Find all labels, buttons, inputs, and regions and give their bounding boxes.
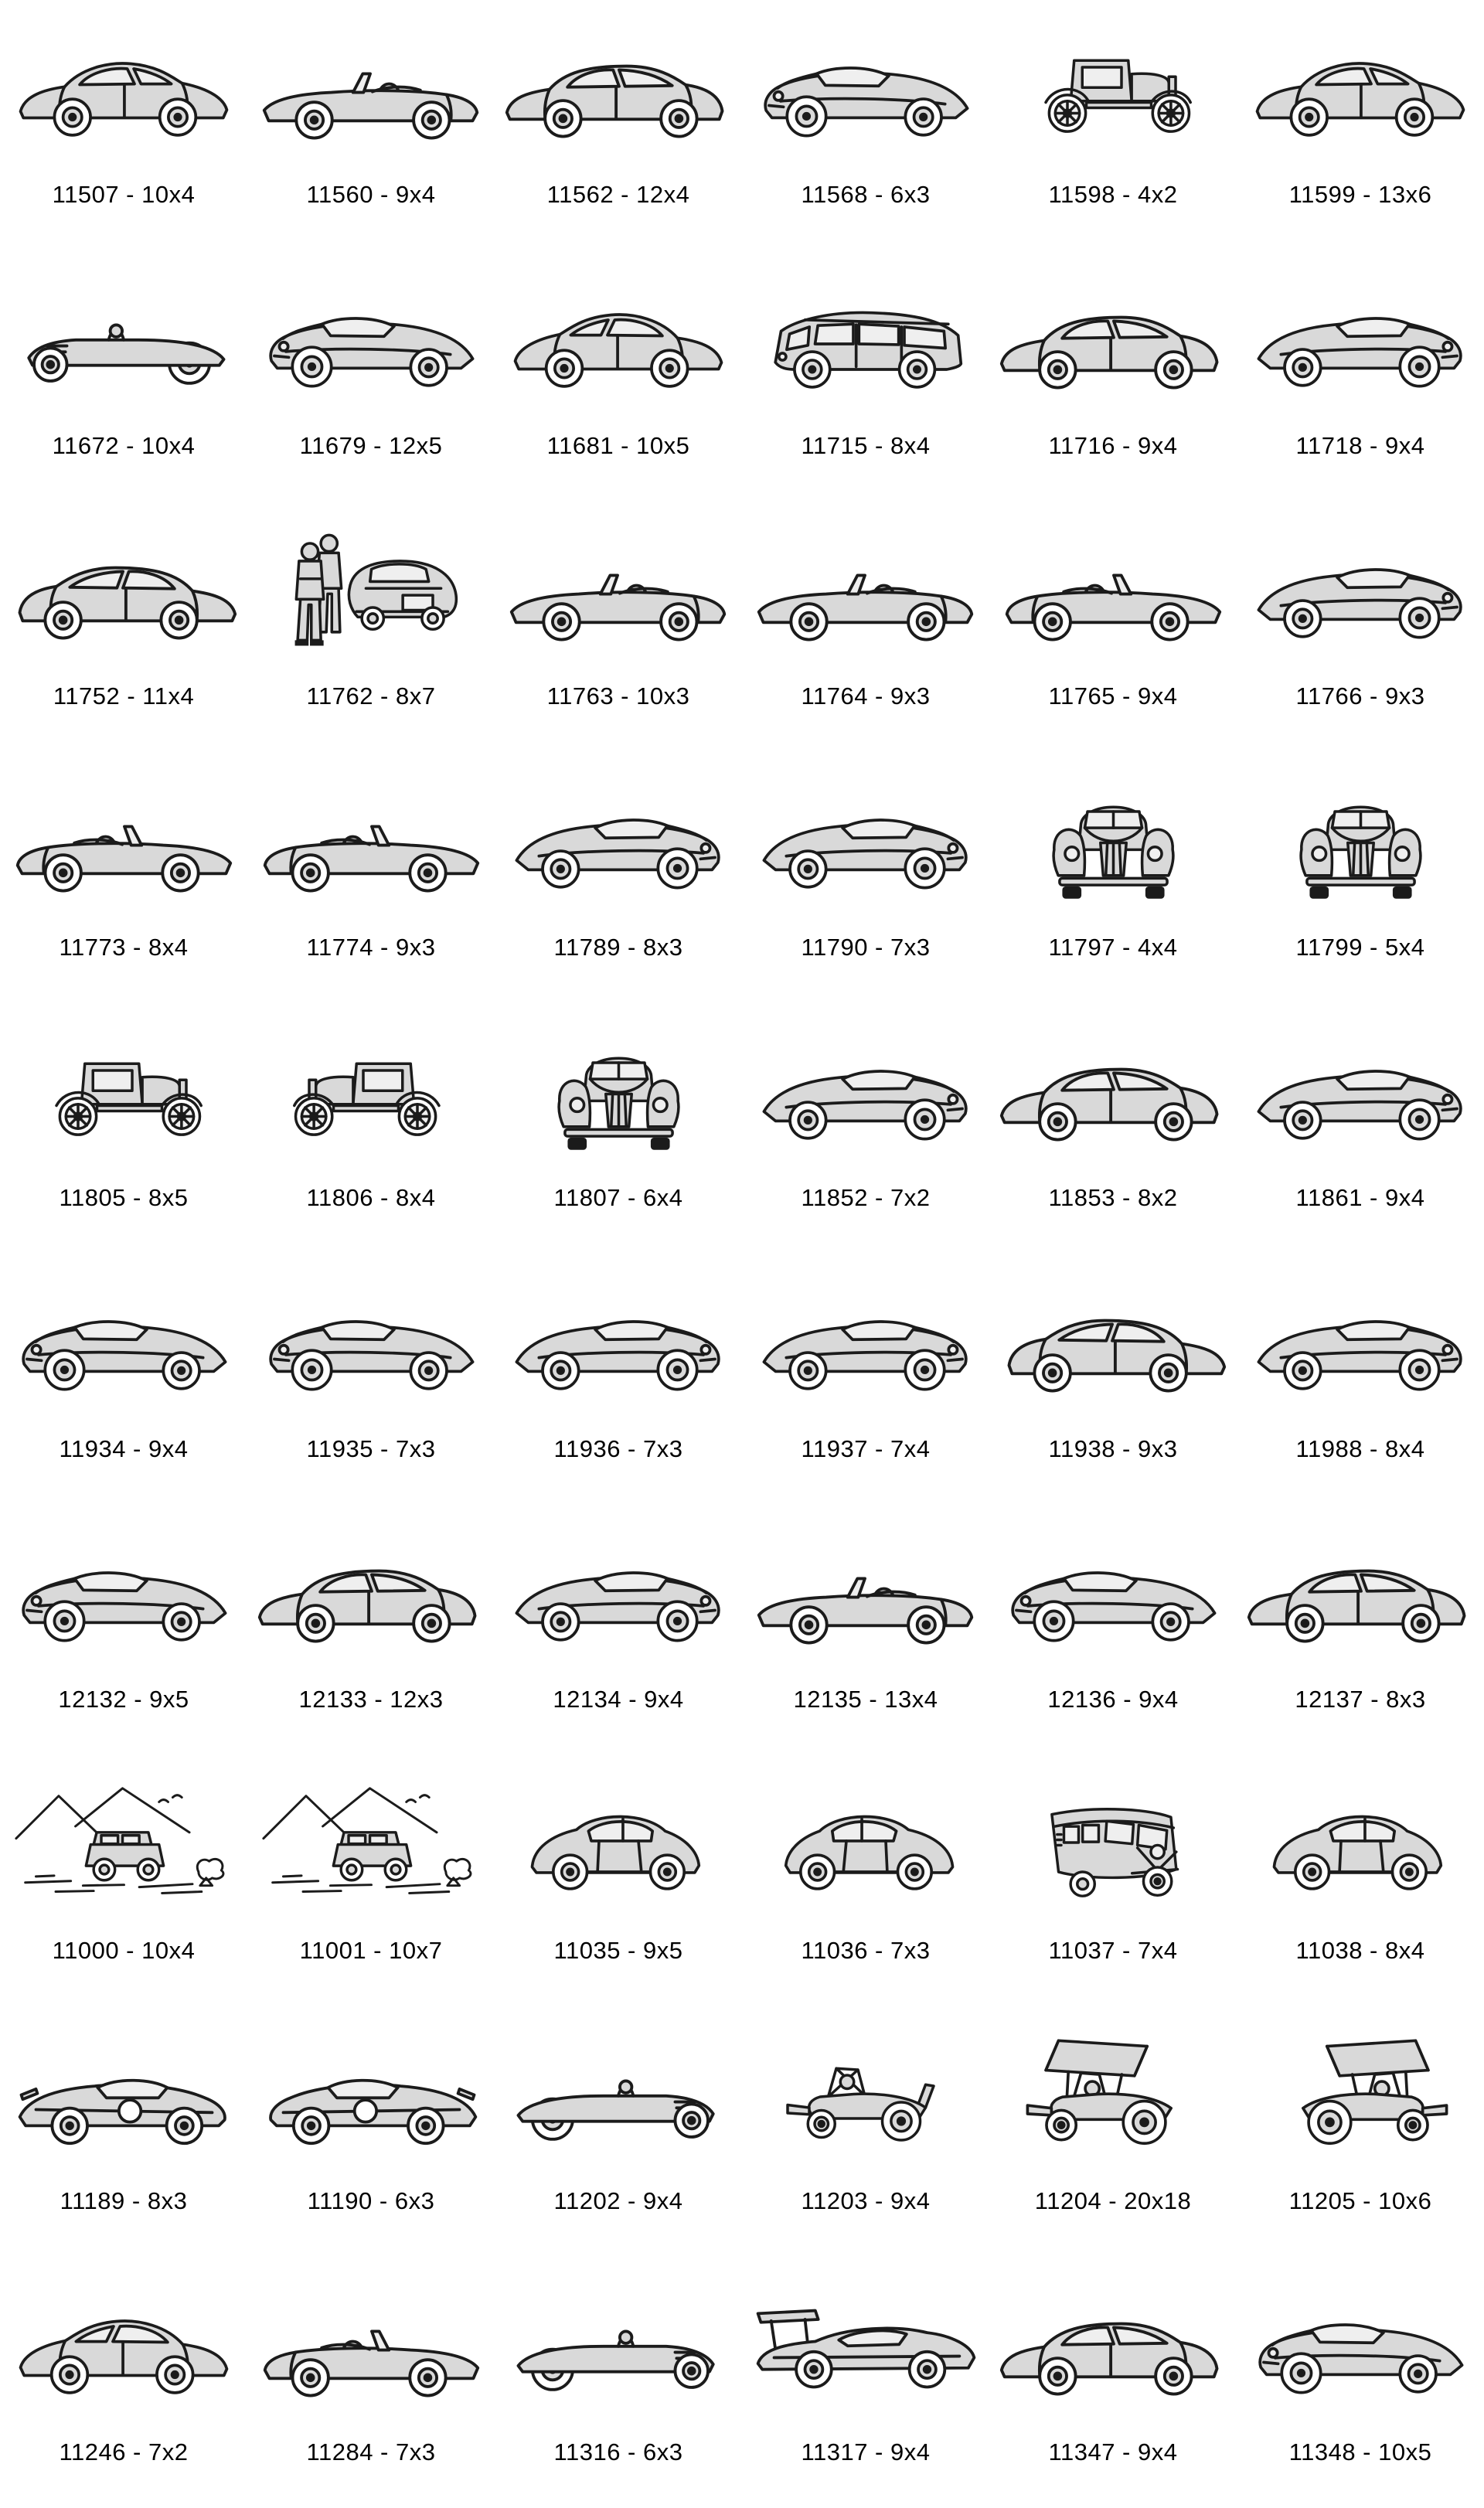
clipart-item-label: 11035 - 9x5 — [554, 1938, 683, 1962]
clipart-item-11988[interactable] — [1237, 1254, 1484, 1506]
muscle-car-quarter-car-icon — [495, 1505, 742, 1686]
clipart-item-label: 11036 - 7x3 — [802, 1938, 931, 1962]
clipart-item-label: 11001 - 10x7 — [300, 1938, 443, 1962]
clipart-item-label: 11316 - 6x3 — [554, 2440, 683, 2464]
clipart-item-label: 11317 - 9x4 — [802, 2440, 931, 2464]
clipart-item-11807[interactable] — [495, 1003, 742, 1254]
race-roadster-side-car-icon — [0, 251, 247, 432]
clipart-item-11765[interactable] — [989, 502, 1237, 753]
beetle-side-car-icon — [742, 1756, 989, 1937]
clipart-item-label: 11790 - 7x3 — [802, 935, 931, 959]
clipart-item-11317[interactable] — [742, 2258, 989, 2508]
classic-car-front-car-icon — [495, 1003, 742, 1184]
clipart-item-11766[interactable] — [1237, 502, 1484, 753]
clipart-item-11507[interactable] — [0, 0, 247, 251]
muscle-car-quarter-car-icon — [989, 1505, 1237, 1686]
clipart-item-11347[interactable] — [989, 2258, 1237, 2508]
clipart-item-label: 11715 - 8x4 — [802, 434, 931, 458]
muscle-car-quarter-car-icon — [495, 753, 742, 934]
clipart-item-11852[interactable] — [742, 1003, 989, 1254]
clipart-item-label: 12133 - 12x3 — [299, 1687, 444, 1711]
clipart-item-12136[interactable] — [989, 1505, 1237, 1756]
sedan-side-car-icon — [989, 251, 1237, 432]
muscle-car-quarter-car-icon — [247, 251, 495, 432]
clipart-item-12137[interactable] — [1237, 1505, 1484, 1756]
clipart-item-label: 11937 - 7x4 — [802, 1437, 931, 1461]
clipart-item-label: 11853 - 8x2 — [1049, 1186, 1178, 1210]
clipart-item-11001[interactable] — [247, 1756, 495, 2007]
clipart-item-label: 11762 - 8x7 — [307, 684, 436, 708]
clipart-item-label: 12135 - 13x4 — [794, 1687, 938, 1711]
clipart-item-label: 12134 - 9x4 — [553, 1687, 683, 1711]
couple-with-car-car-icon — [247, 502, 495, 682]
clipart-item-11935[interactable] — [247, 1254, 495, 1506]
clipart-item-label: 11773 - 8x4 — [60, 935, 189, 959]
clipart-item-label: 11348 - 10x5 — [1289, 2440, 1432, 2464]
clipart-item-label: 11203 - 9x4 — [802, 2189, 931, 2213]
clipart-item-11853[interactable] — [989, 1003, 1237, 1254]
clipart-item-11938[interactable] — [989, 1254, 1237, 1506]
clipart-item-label: 11347 - 9x4 — [1049, 2440, 1178, 2464]
clipart-item-label: 12132 - 9x5 — [58, 1687, 189, 1711]
clipart-item-label: 11679 - 12x5 — [300, 434, 443, 458]
clipart-item-11797[interactable] — [989, 753, 1237, 1004]
clipart-item-label: 11599 - 13x6 — [1289, 182, 1432, 206]
clipart-item-11805[interactable] — [0, 1003, 247, 1254]
clipart-item-label: 11190 - 6x3 — [308, 2189, 435, 2213]
clipart-item-11348[interactable] — [1237, 2258, 1484, 2508]
convertible-side-car-icon — [247, 2258, 495, 2438]
classic-coupe-side-car-icon — [0, 0, 247, 181]
clipart-item-11560[interactable] — [247, 0, 495, 251]
clipart-item-12133[interactable] — [247, 1505, 495, 1756]
clipart-item-label: 11797 - 4x4 — [1049, 935, 1178, 959]
race-roadster-side-car-icon — [495, 2006, 742, 2187]
clipart-item-label: 11807 - 6x4 — [554, 1186, 683, 1210]
clipart-item-11036[interactable] — [742, 1756, 989, 2007]
classic-coupe-side-car-icon — [1237, 0, 1484, 181]
classic-coupe-side-car-icon — [0, 2258, 247, 2438]
clipart-item-11679[interactable] — [247, 251, 495, 502]
muscle-car-quarter-car-icon — [742, 1254, 989, 1435]
sedan-side-car-icon — [989, 1003, 1237, 1184]
classic-car-front-car-icon — [1237, 753, 1484, 934]
clipart-item-label: 11806 - 8x4 — [307, 1186, 436, 1210]
clipart-item-11763[interactable] — [495, 502, 742, 753]
sprint-car-winged-car-icon — [989, 2006, 1237, 2187]
clipart-item-11774[interactable] — [247, 753, 495, 1004]
classic-coupe-side-car-icon — [495, 251, 742, 432]
clipart-item-11937[interactable] — [742, 1254, 989, 1506]
convertible-side-car-icon — [0, 753, 247, 934]
clipart-item-label: 11774 - 9x3 — [307, 935, 436, 959]
clipart-item-11762[interactable] — [247, 502, 495, 753]
convertible-side-car-icon — [247, 753, 495, 934]
sedan-side-car-icon — [989, 2258, 1237, 2438]
clipart-item-label: 11934 - 9x4 — [60, 1437, 189, 1461]
clipart-item-label: 11204 - 20x18 — [1035, 2189, 1191, 2213]
clipart-item-11000[interactable] — [0, 1756, 247, 2007]
clipart-item-11773[interactable] — [0, 753, 247, 1004]
classic-car-front-car-icon — [989, 753, 1237, 934]
clipart-item-label: 11000 - 10x4 — [53, 1938, 196, 1962]
sedan-side-car-icon — [0, 502, 247, 682]
clipart-item-11035[interactable] — [495, 1756, 742, 2007]
clipart-item-label: 11716 - 9x4 — [1049, 434, 1178, 458]
clipart-item-label: 11805 - 8x5 — [60, 1186, 189, 1210]
clipart-item-label: 11202 - 9x4 — [554, 2189, 683, 2213]
clipart-item-11204[interactable] — [989, 2006, 1237, 2258]
clipart-item-label: 11718 - 9x4 — [1296, 434, 1425, 458]
clipart-item-11764[interactable] — [742, 502, 989, 753]
clipart-item-label: 11988 - 8x4 — [1296, 1437, 1425, 1461]
antique-car-side-car-icon — [0, 1003, 247, 1184]
clipart-item-label: 11752 - 11x4 — [53, 684, 194, 708]
clipart-item-11190[interactable] — [247, 2006, 495, 2258]
clipart-item-label: 11560 - 9x4 — [307, 182, 436, 206]
clipart-item-11562[interactable] — [495, 0, 742, 251]
clipart-item-label: 11681 - 10x5 — [547, 434, 690, 458]
clipart-item-label: 11189 - 8x3 — [60, 2189, 188, 2213]
muscle-car-quarter-car-icon — [495, 1254, 742, 1435]
clipart-item-label: 11852 - 7x2 — [802, 1186, 931, 1210]
clipart-item-11203[interactable] — [742, 2006, 989, 2258]
clipart-item-label: 11861 - 9x4 — [1296, 1186, 1425, 1210]
muscle-car-quarter-car-icon — [247, 1254, 495, 1435]
vw-bus-quarter-car-icon — [989, 1756, 1237, 1937]
muscle-car-quarter-car-icon — [1237, 1254, 1484, 1435]
stock-car-side-car-icon — [247, 2006, 495, 2187]
antique-car-side-car-icon — [989, 0, 1237, 181]
muscle-car-quarter-car-icon — [1237, 2258, 1484, 2438]
clipart-item-11716[interactable] — [989, 251, 1237, 502]
clipart-item-11038[interactable] — [1237, 1756, 1484, 2007]
clipart-item-11934[interactable] — [0, 1254, 247, 1506]
clipart-item-11246[interactable] — [0, 2258, 247, 2508]
convertible-side-car-icon — [247, 0, 495, 181]
clipart-item-label: 11568 - 6x3 — [802, 182, 931, 206]
clipart-item-11189[interactable] — [0, 2006, 247, 2258]
muscle-car-quarter-car-icon — [742, 0, 989, 181]
clipart-item-11284[interactable] — [247, 2258, 495, 2508]
clipart-item-11037[interactable] — [989, 1756, 1237, 2007]
clipart-item-11806[interactable] — [247, 1003, 495, 1254]
beetle-side-car-icon — [1237, 1756, 1484, 1937]
muscle-car-quarter-car-icon — [742, 1003, 989, 1184]
clipart-item-label: 11789 - 8x3 — [554, 935, 683, 959]
clipart-item-11789[interactable] — [495, 753, 742, 1004]
convertible-side-car-icon — [742, 1505, 989, 1686]
clipart-item-label: 12137 - 8x3 — [1295, 1687, 1425, 1711]
suv-quarter-car-icon — [742, 251, 989, 432]
clipart-item-label: 11766 - 9x3 — [1296, 684, 1425, 708]
muscle-car-quarter-car-icon — [1237, 502, 1484, 682]
clipart-item-11752[interactable] — [0, 502, 247, 753]
clipart-item-12132[interactable] — [0, 1505, 247, 1756]
clipart-item-label: 11764 - 9x3 — [802, 684, 931, 708]
clipart-item-11598[interactable] — [989, 0, 1237, 251]
clipart-item-11799[interactable] — [1237, 753, 1484, 1004]
clipart-item-label: 11205 - 10x6 — [1289, 2189, 1432, 2213]
clipart-item-label: 11038 - 8x4 — [1296, 1938, 1425, 1962]
beetle-side-car-icon — [495, 1756, 742, 1937]
stock-car-side-car-icon — [0, 2006, 247, 2187]
clipart-item-11599[interactable] — [1237, 0, 1484, 251]
clipart-item-label: 11799 - 5x4 — [1296, 935, 1425, 959]
race-roadster-side-car-icon — [495, 2258, 742, 2438]
clipart-item-label: 11507 - 10x4 — [53, 182, 196, 206]
clipart-item-11936[interactable] — [495, 1254, 742, 1506]
sprint-car-open-car-icon — [742, 2006, 989, 2187]
clipart-item-11715[interactable] — [742, 251, 989, 502]
touring-car-scene-car-icon — [247, 1756, 495, 1937]
clipart-item-label: 11763 - 10x3 — [547, 684, 690, 708]
muscle-car-quarter-car-icon — [0, 1254, 247, 1435]
clipart-item-11790[interactable] — [742, 753, 989, 1004]
clipart-item-label: 11936 - 7x3 — [554, 1437, 683, 1461]
clipart-item-label: 11562 - 12x4 — [547, 182, 690, 206]
sedan-side-car-icon — [989, 1254, 1237, 1435]
winged-muscle-side-car-icon — [742, 2258, 989, 2438]
clipart-item-11316[interactable] — [495, 2258, 742, 2508]
sedan-side-car-icon — [247, 1505, 495, 1686]
muscle-car-quarter-car-icon — [742, 753, 989, 934]
clipart-item-label: 11935 - 7x3 — [307, 1437, 436, 1461]
muscle-car-quarter-car-icon — [0, 1505, 247, 1686]
clipart-item-11718[interactable] — [1237, 251, 1484, 502]
sedan-side-car-icon — [1237, 1505, 1484, 1686]
muscle-car-quarter-car-icon — [1237, 251, 1484, 432]
clipart-item-11861[interactable] — [1237, 1003, 1484, 1254]
clipart-item-label: 11284 - 7x3 — [307, 2440, 436, 2464]
convertible-side-car-icon — [495, 502, 742, 682]
sedan-side-car-icon — [495, 0, 742, 181]
clipart-item-label: 11246 - 7x2 — [60, 2440, 189, 2464]
clipart-item-label: 11765 - 9x4 — [1049, 684, 1178, 708]
sprint-car-winged-car-icon — [1237, 2006, 1484, 2187]
clipart-item-11205[interactable] — [1237, 2006, 1484, 2258]
clipart-item-label: 11598 - 4x2 — [1049, 182, 1178, 206]
convertible-side-car-icon — [742, 502, 989, 682]
clipart-item-label: 11672 - 10x4 — [53, 434, 196, 458]
clipart-item-11202[interactable] — [495, 2006, 742, 2258]
clipart-item-label: 11037 - 7x4 — [1049, 1938, 1178, 1962]
antique-car-side-car-icon — [247, 1003, 495, 1184]
clipart-item-12134[interactable] — [495, 1505, 742, 1756]
clipart-item-label: 12136 - 9x4 — [1047, 1687, 1178, 1711]
muscle-car-quarter-car-icon — [1237, 1003, 1484, 1184]
clipart-item-11672[interactable] — [0, 251, 247, 502]
clipart-item-11681[interactable] — [495, 251, 742, 502]
clipart-item-12135[interactable] — [742, 1505, 989, 1756]
clipart-item-label: 11938 - 9x3 — [1049, 1437, 1178, 1461]
touring-car-scene-car-icon — [0, 1756, 247, 1937]
clipart-item-11568[interactable] — [742, 0, 989, 251]
convertible-side-car-icon — [989, 502, 1237, 682]
